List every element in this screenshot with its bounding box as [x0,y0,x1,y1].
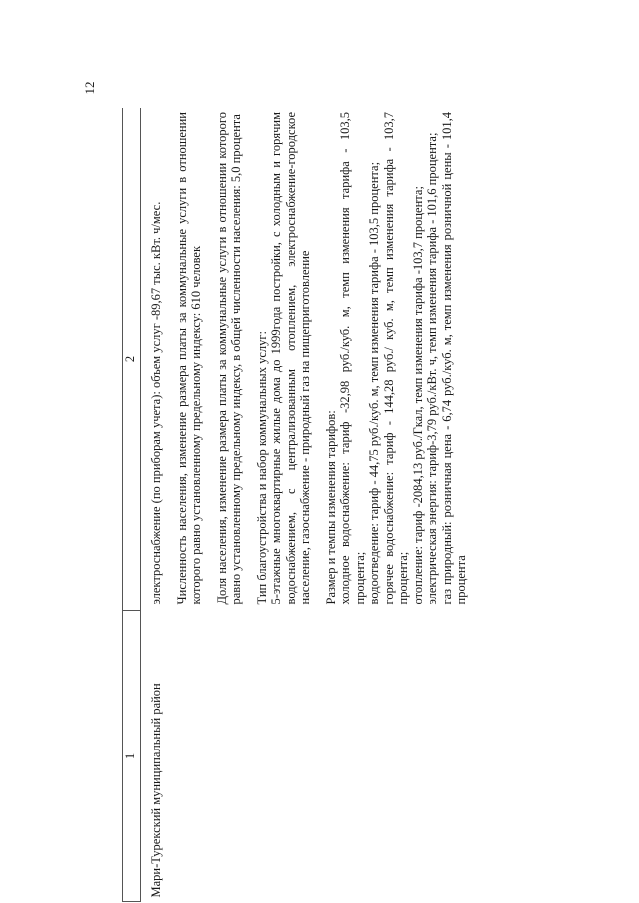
table-row [141,108,469,902]
paragraph-tariffs [324,112,469,605]
tariff-heating: отопление: тариф -2084,13 руб./Гкал, темп изменения тарифа -103,7 процента; [410,186,425,605]
paragraph-line: 5-этажные многоквартирные жилые дома до 1999года постройки, с холодным и горячим водоснабжением, с централизованным отоплением, электроснабжение-городское население, газоснабжение - природный газ на пищеприготовление [269,112,312,605]
details-cell [141,108,469,611]
column-header-2: 2 [123,108,141,611]
tariff-cold-water: холодное водоснабжение: тариф -32,98 руб./куб. м, темп изменения тарифа - 103,5 процента; [338,112,367,605]
tariff-gas: газ природный: розничная цена - 6,74 руб./куб. м, темп изменения розничной цены - 101,4 процента [439,112,468,605]
tariff-table [122,108,469,902]
tariff-hot-water: горячее водоснабжение: тариф - 144,28 руб./ куб. м, темп изменения тарифа - 103,7 процента; [381,112,410,605]
tariff-sewerage: водоотведение: тариф - 44,75 руб./куб. м, темп изменения тарифа - 103,5 процента; [367,161,381,605]
paragraph-line: Размер и темпы изменения тарифов: [323,410,338,605]
page-number: 12 [82,81,97,95]
paragraph-line: Доля населения, изменение размера платы за коммунальные услуги в отношении которого равно установленному предельному индексу, в общей численности населения: 5,0 процента [214,112,243,605]
paragraph-housing-type [255,112,313,605]
region-name: Мари-Турекский муниципальный район [149,683,163,898]
paragraph-electricity [149,112,164,605]
paragraph-line: Численность населения, изменение размера платы за коммунальные услуги в отношении которого равно установленному предельному индексу: 610 человек [174,112,203,605]
paragraph-population [175,112,204,605]
rotated-table-page [122,110,582,902]
paragraph-line: электроснабжение (по приборам учета): объем услуг -89,67 тыс. кВт. ч/мес. [149,201,163,605]
paragraph-line: Тип благоустройства и набор коммунальных услуг: [254,331,269,605]
column-header-1: 1 [123,611,141,902]
table-header-row [123,108,141,902]
paragraph-population-share [215,112,244,605]
tariff-electricity: электрическая энергия: тариф-3,79 руб./кВт. ч, темп изменения тарифа - 101,6 процента; [425,132,439,605]
region-cell [141,611,469,902]
